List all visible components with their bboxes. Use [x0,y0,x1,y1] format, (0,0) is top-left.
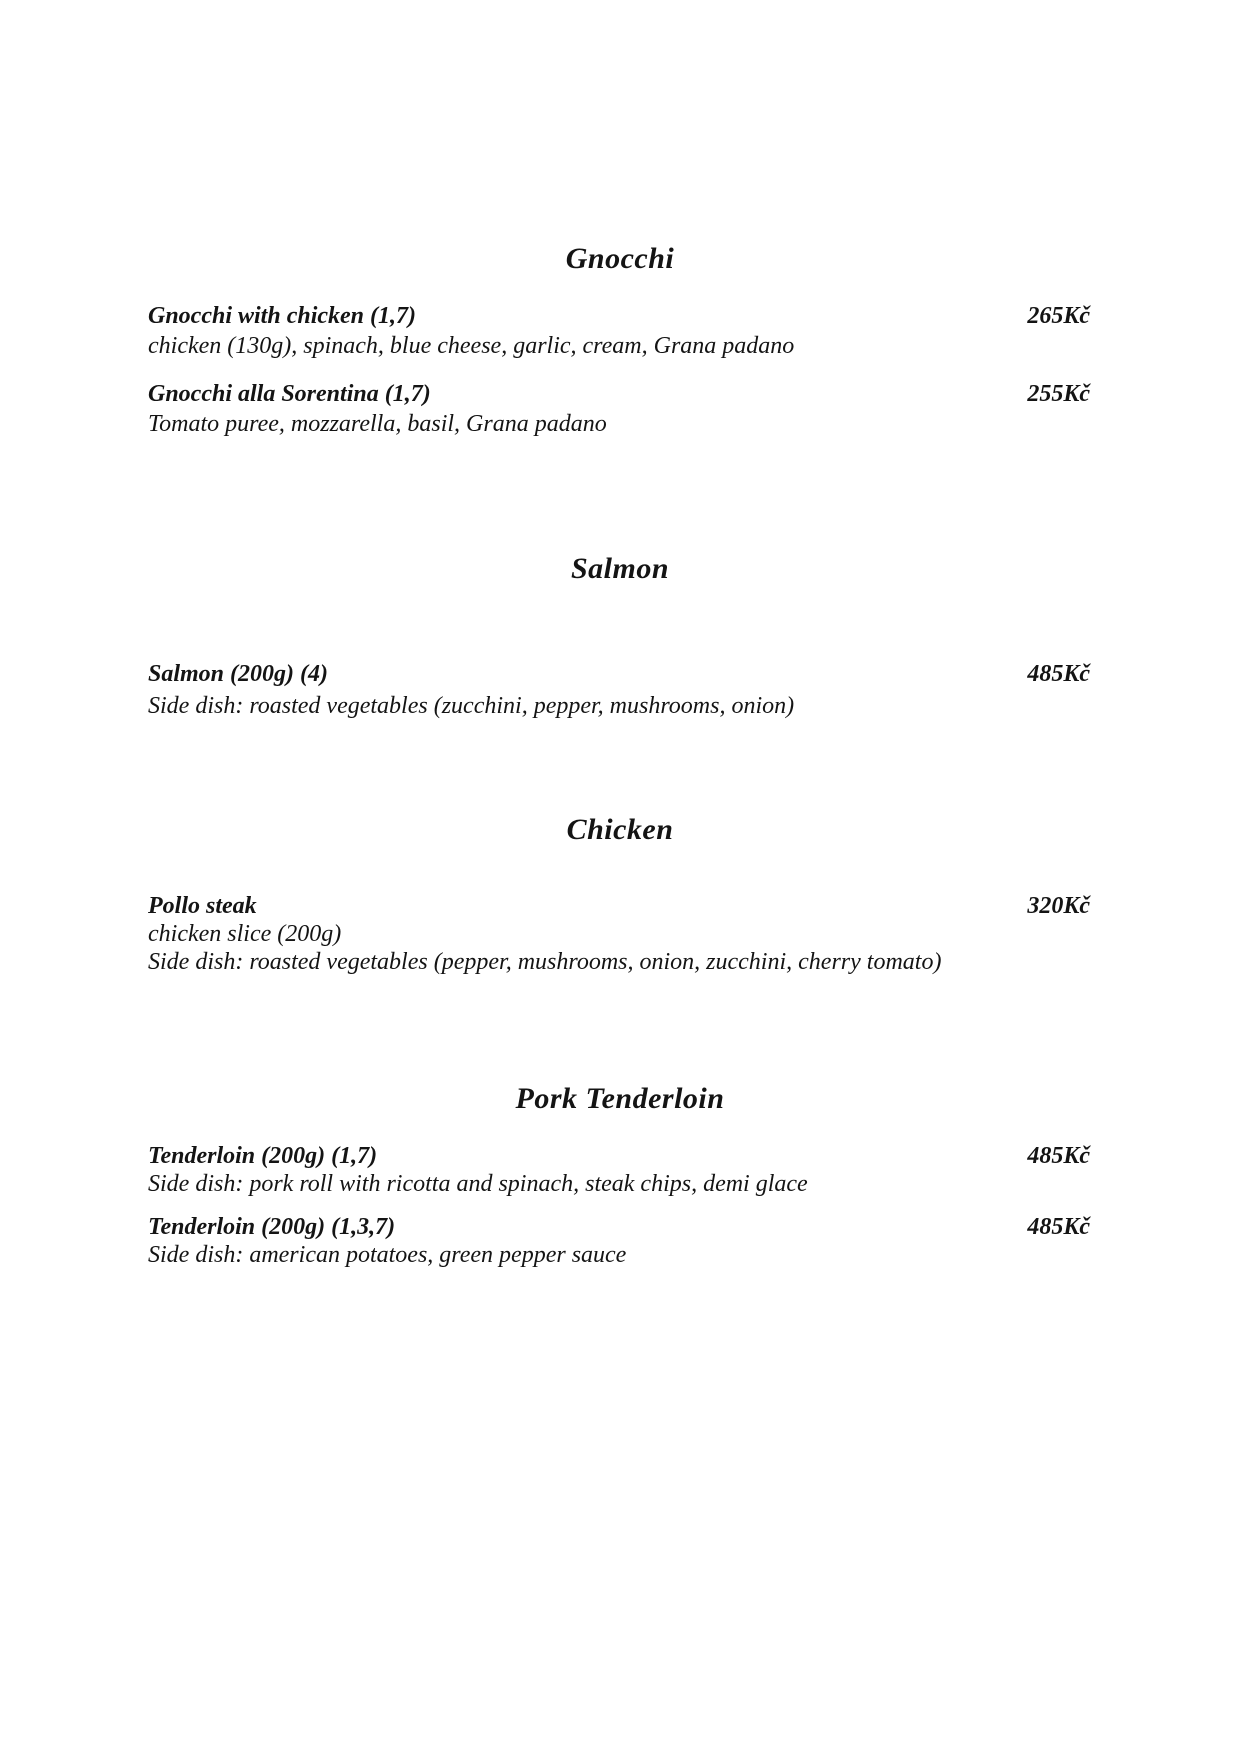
section-title-pork-tenderloin: Pork Tenderloin [515,1082,725,1115]
menu-item-description: Side dish: american potatoes, green pepper sauce [148,1242,627,1268]
menu-item-name: Gnocchi alla Sorentina (1,7) [148,381,431,407]
menu-item-price: 485Kč [1027,661,1090,687]
menu-item-price: 485Kč [1027,1214,1090,1240]
menu-item-name: Tenderloin (200g) (1,3,7) [148,1214,396,1240]
menu-item-price: 255Kč [1027,381,1090,407]
menu-item-description: chicken (130g), spinach, blue cheese, garlic, cream, Grana padano [148,333,795,359]
menu-item [148,1214,1090,1240]
menu-item-price: 265Kč [1027,303,1090,329]
menu-item-description: Side dish: roasted vegetables (zucchini, pepper, mushrooms, onion) [148,693,795,719]
menu-item [148,381,1090,407]
menu-item [148,1143,1090,1169]
section-title-salmon: Salmon [570,552,670,585]
menu-item-price: 485Kč [1027,1143,1090,1169]
section-title-chicken: Chicken [566,813,674,846]
menu-item-price: 320Kč [1027,893,1090,919]
menu-item-description: Side dish: pork roll with ricotta and spinach, steak chips, demi glace [148,1171,808,1197]
menu-item-description: Side dish: roasted vegetables (pepper, mushrooms, onion, zucchini, cherry tomato) [148,949,942,975]
menu-item-name: Pollo steak [148,893,257,919]
menu-item-name: Tenderloin (200g) (1,7) [148,1143,378,1169]
menu-item [148,893,1090,919]
section-title-gnocchi: Gnocchi [565,242,675,275]
menu-item [148,303,1090,329]
menu-item-name: Salmon (200g) (4) [148,661,328,687]
menu-item [148,661,1090,687]
menu-item-name: Gnocchi with chicken (1,7) [148,303,416,329]
menu-item-description: chicken slice (200g) [148,921,342,947]
menu-item-description: Tomato puree, mozzarella, basil, Grana padano [148,411,607,437]
